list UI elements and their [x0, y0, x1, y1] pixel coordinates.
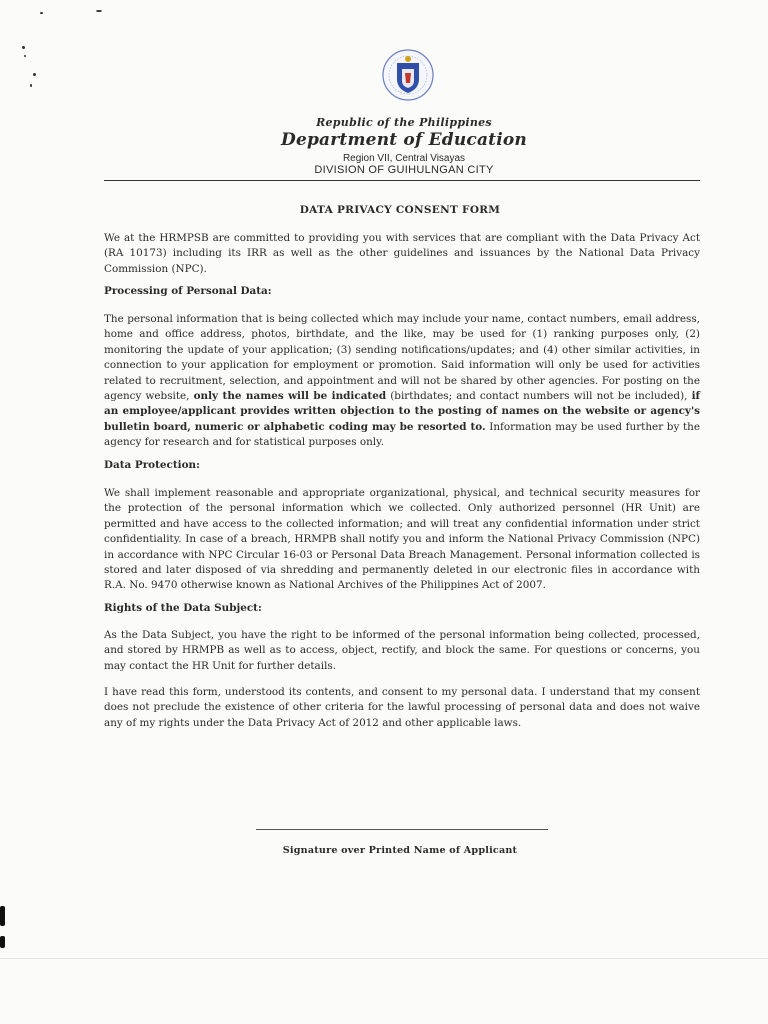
protection-heading: Data Protection: — [104, 459, 200, 471]
scan-speck — [40, 12, 43, 14]
scan-speck — [33, 73, 36, 76]
deped-seal-logo — [380, 45, 436, 105]
processing-heading: Processing of Personal Data: — [104, 285, 272, 297]
scan-speck — [22, 46, 25, 49]
form-title: DATA PRIVACY CONSENT FORM — [299, 204, 501, 216]
rights-paragraph: As the Data Subject, you have the right to be informed of the personal information being collected, processed, and stored by HRMPB as well as to access, object, rectify, and block the same. For questions or concerns, you may contact the HR Unit for further details. — [104, 629, 700, 672]
processing-text: The personal information that is being collected which may include your name, contact numbers, email address, home and office address, photos, birthdate, and the like, may be used for (1) ranking purposes only, (2) monitoring the update of your application; (3) sending notifications/updates; and (4) other similar activities, in connection to your application for employment or promotion. Said information will only be used for activities related to recruitment, selection, and appointment and will not be shared by other agencies. For posting on the agency website, — [104, 313, 700, 403]
processing-paragraph — [104, 312, 700, 451]
scan-edge-line — [0, 958, 768, 959]
scan-speck — [96, 10, 102, 12]
intro-paragraph: We at the HRMPSB are committed to providing you with services that are compliant with the Data Privacy Act (RA 10173) including its IRR as well as the other guidelines and issuances by the National Data Privacy Commission (NPC). — [104, 232, 700, 275]
scan-speck — [30, 84, 32, 87]
division-heading: DIVISION OF GUIHULNGAN CITY — [314, 164, 494, 176]
signature-line — [256, 829, 548, 830]
scan-speck — [24, 55, 26, 57]
header-divider — [104, 180, 700, 181]
processing-bold-text: only the names will be indicated — [193, 390, 387, 403]
processing-text: (birthdates; and contact numbers will not be included), — [386, 390, 692, 403]
processing-bold-text: if an employee/applicant provides written objection to the posting of names on the website or agency's bulletin board, numeric or alphabetic coding may be resorted to. — [104, 390, 700, 433]
scan-edge-mark — [0, 906, 5, 926]
region-heading: Region VII, Central Visayas — [342, 153, 466, 164]
department-heading: Department of Education — [281, 130, 527, 150]
consent-paragraph: I have read this form, understood its contents, and consent to my personal data. I understand that my consent does not preclude the existence of other criteria for the lawful processing of personal data and does not waive any of my rights under the Data Privacy Act of 2012 and other applicable laws. — [104, 686, 700, 729]
republic-heading: Republic of the Philippines — [316, 116, 492, 129]
processing-text: Information may be used further by the agency for research and for statistical purposes only. — [104, 420, 700, 449]
protection-paragraph: We shall implement reasonable and appropriate organizational, physical, and technical security measures for the protection of the personal information which we collected. Only authorized personnel (HR Unit) are permitted and have access to the collected information; and will treat any confidential information under strict confidentiality. In case of a breach, HRMPB shall notify you and inform the National Privacy Commission (NPC) in accordance with NPC Circular 16-03 or Personal Data Breach Management. Personal information collected is stored and later disposed of via shredding and permanently deleted in our electronic files in accordance with R.A. No. 9470 otherwise known as National Archives of the Philippines Act of 2007. — [104, 487, 700, 592]
rights-heading: Rights of the Data Subject: — [104, 602, 262, 614]
scan-edge-mark — [0, 936, 5, 948]
signature-label: Signature over Printed Name of Applicant — [282, 845, 518, 856]
